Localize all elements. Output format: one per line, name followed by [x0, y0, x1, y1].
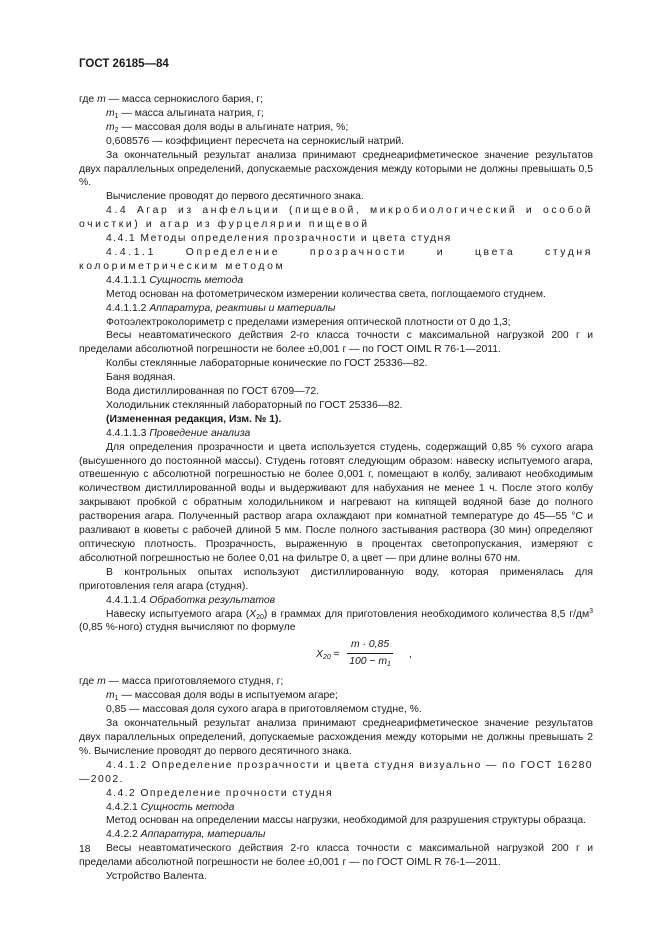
analysis-procedure-paragraph: Для определения прозрачности и цвета используется студень, содержащий 0,85 % сухого агара (высушенного до постоянной массы). Студень готовят следующим образом: навеску испытуемого агара, отвешенную с абсолютной погрешностью не более 0,001 г, помещают в колбу, заливают необходимым количеством дистиллированной воды и выдерживают для набухания не менее 1 ч. После этого колбу закрывают пробкой с обратным холодильником и нагревают на кипящей водяной базе до полного растворения агара. Полученный раствор агара охлаждают при комнатной температуре до 45—55 °С и разливают в кюветы с рабочей длиной 5 мм. После полного застывания раствора (30 мин) определяют оптическую плотность. Прозрачность, выраженную в процентах светопропускания, измеряют с абсолютной погрешностью не более 0,01 на фильтре 0, а цвет — при длине волны 670 нм.	[79, 441, 593, 564]
section-4-4-1-2-heading: 4.4.1.2 Определение прозрачности и цвета студня визуально — по ГОСТ 16280—2002.	[79, 759, 593, 785]
variable-m1-definition-2: $m_1$ — массовая доля воды в испытуемом агаре;	[106, 690, 338, 703]
section-4-4-1-1-4-heading: 4.4.1.1.4 Обработка результатов	[106, 594, 276, 606]
formula-x20	[79, 635, 593, 675]
method-essence-paragraph: Метод основан на фотометрическом измерении количества света, поглощаемого студнем.	[106, 288, 546, 300]
section-4-4-1-1-3-heading: 4.4.1.1.3 Проведение анализа	[106, 427, 251, 439]
control-experiments-paragraph: В контрольных опытах используют дистиллированную воду, которая применялась для приготовления геля агара (студня).	[79, 566, 593, 592]
standard-header: ГОСТ 26185—84	[79, 58, 169, 70]
formula-numerator: m · 0,85	[347, 638, 393, 654]
section-4-4-heading: 4.4 Агар из анфельции (пищевой, микробиологический и особой очистки) и агар из фурцелярии пищевой	[79, 205, 593, 231]
apparatus-item: Вода дистиллированная по ГОСТ 6709—72.	[106, 386, 320, 398]
page-number: 18	[79, 844, 91, 855]
document-body	[79, 93, 593, 884]
variable-m-definition: где m — масса сернокислого бария, г;	[79, 94, 264, 105]
section-4-4-2-heading: 4.4.2 Определение прочности студня	[106, 787, 334, 799]
result-paragraph-2: За окончательный результат анализа принимают среднеарифметическое значение результатов двух параллельных определений, допускаемые расхождения между которыми не должны превышать 2 %. Вычисление проводят до первого десятичного знака.	[79, 718, 593, 757]
apparatus-item: Фотоэлектроколориметр с пределами измерения оптической плотности от 0 до 1,3;	[106, 316, 511, 328]
apparatus-item: Весы неавтоматического действия 2-го класса точности с максимальной нагрузкой 200 г и пределами абсолютной погрешности не более ±0,001 г — по ГОСТ OIML R 76-1—2011.	[79, 330, 593, 356]
method-essence-paragraph-2: Метод основан на определении массы нагрузки, необходимой для разрушения структуры образца.	[106, 815, 587, 827]
section-4-4-1-heading: 4.4.1 Методы определения прозрачности и цвета студня	[106, 233, 452, 245]
constant-definition: 0,85 — массовая доля сухого агара в приготовляемом студне, %.	[106, 704, 422, 716]
amendment-note: (Измененная редакция, Изм. № 1).	[106, 413, 282, 425]
apparatus-item-2: Устройство Валента.	[106, 871, 207, 883]
section-4-4-1-1-heading: 4.4.1.1 Определение прозрачности и цвета студня колориметрическим методом	[79, 246, 593, 272]
section-4-4-2-1-heading: 4.4.2.1 Сущность метода	[106, 801, 235, 813]
coefficient-definition: 0,608576 — коэффициент пересчета на сернокислый натрий.	[106, 135, 405, 147]
formula-fraction	[347, 638, 393, 669]
formula-denominator: $100 - m_1$	[349, 656, 391, 669]
calculation-precision: Вычисление проводят до первого десятичного знака.	[106, 191, 364, 203]
variable-m2-definition: $m_2$ — массовая доля воды в альгинате натрия, %;	[106, 121, 349, 134]
apparatus-item-2: Весы неавтоматического действия 2-го класса точности с максимальной нагрузкой 200 г и пределами абсолютной погрешности не более ±0,001 г — по ГОСТ OIML R 76-1—2011.	[79, 843, 593, 869]
formula-comma: ,	[409, 649, 412, 661]
variable-m-definition-2: где m — масса приготовляемого студня, г;	[79, 676, 284, 688]
calculation-intro: Навеску испытуемого агара $(X_{20})$ в граммах для приготовления необходимого количества 8,5 $г/дм^3$ (0,85 %-ного) студня вычисляют по формуле	[79, 607, 593, 634]
apparatus-item: Баня водяная.	[106, 372, 176, 384]
apparatus-item: Колбы стеклянные лабораторные конические по ГОСТ 25336—82.	[106, 358, 428, 370]
section-4-4-1-1-2-heading: 4.4.1.1.2 Аппаратура, реактивы и материалы	[106, 302, 336, 314]
apparatus-item: Холодильник стеклянный лабораторный по ГОСТ 25336—82.	[106, 399, 403, 411]
variable-m1-definition: $m_1$ — масса альгината натрия, г;	[106, 107, 264, 120]
formula-lhs: $X_{20}$ =	[316, 649, 340, 662]
result-paragraph: За окончательный результат анализа принимают среднеарифметическое значение результатов двух параллельных определений, допускаемые расхождения между которыми не должны превышать 0,5 %.	[79, 149, 593, 189]
section-4-4-2-2-heading: 4.4.2.2 Аппаратура, материалы	[106, 829, 266, 841]
section-4-4-1-1-1-heading: 4.4.1.1.1 Сущность метода	[106, 274, 244, 286]
